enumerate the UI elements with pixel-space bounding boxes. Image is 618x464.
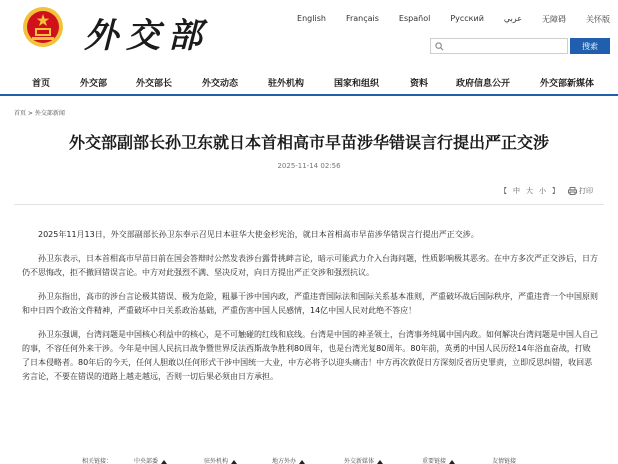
site-logo[interactable]: 外交部	[84, 16, 210, 56]
footer-link-missions[interactable]	[204, 456, 237, 464]
search-button[interactable]: 搜索	[570, 38, 610, 54]
bracket-close: 】	[552, 187, 559, 195]
article-paragraph: 孙卫东强调，台湾问题是中国核心利益中的核心，是不可触碰的红线和底线。台湾是中国的神圣领土，台湾事务纯属中国内政。如何解决台湾问题是中国人自己的事，不容任何外来干涉。今年是中国人民抗日战争暨世界反法西斯战争胜利80周年，也是台湾光复80周年。80年前，英勇的中国人民历经14年浴血奋战，打败了日本侵略者。80年后的今天，任何人胆敢以任何形式干涉中国统一大业，中方必将予以迎头痛击！中方再次敦促日方深刻反省历史罪责，立即反思纠错，收回恶劣言论，不要在错误的道路上越走越远，否则一切后果必须由日方承担。	[22, 330, 598, 381]
lang-english[interactable]: English	[297, 14, 326, 23]
accessibility-link[interactable]: 无障碍	[542, 15, 566, 24]
caret-up-icon	[449, 460, 455, 464]
publish-date: 2025-11-14 02:56	[277, 162, 341, 170]
care-mode-link[interactable]: 关怀版	[586, 15, 610, 24]
lang-french[interactable]: Français	[345, 14, 379, 23]
footer-link-label: 友情链接	[492, 458, 517, 464]
nav-missions-abroad[interactable]: 驻外机构	[268, 79, 305, 89]
footer-link-label: 地方外办	[272, 458, 297, 464]
footer-link-label: 驻外机构	[204, 458, 229, 464]
footer-link-central-ministries[interactable]	[134, 456, 167, 464]
nav-diplomatic-news[interactable]: 外交动态	[202, 79, 239, 89]
footer-link-local-offices[interactable]	[272, 456, 305, 464]
lang-spanish[interactable]: Español	[398, 14, 431, 23]
site-header	[0, 0, 618, 68]
print-label: 打印	[579, 187, 593, 195]
nav-information-disclosure[interactable]: 政府信息公开	[456, 79, 511, 89]
language-bar	[277, 14, 610, 25]
caret-up-icon	[161, 460, 167, 464]
breadcrumb[interactable]: 首页 > 外交部新闻	[14, 110, 65, 117]
caret-up-icon	[377, 460, 383, 464]
font-size-small[interactable]: 小	[539, 187, 546, 195]
lang-russian[interactable]: Русский	[450, 14, 484, 23]
font-size-large[interactable]: 大	[526, 187, 533, 195]
main-nav	[0, 68, 618, 96]
caret-up-icon	[299, 460, 305, 464]
search-icon	[435, 42, 444, 51]
print-icon	[568, 187, 577, 195]
article-paragraph: 孙卫东表示，日本首相高市早苗日前在国会答辩时公然发表涉台露骨挑衅言论，暗示可能武力介入台海问题，性质影响极其恶劣。在中方多次严正交涉后，日方仍不思悔改，拒不撤回错误言论。中方对此强烈不满、坚决反对，向日方提出严正交涉和强烈抗议。	[22, 254, 598, 277]
page-title: 外交部副部长孙卫东就日本首相高市早苗涉华错误言行提出严正交涉	[68, 133, 549, 152]
footer-link-friendly[interactable]	[492, 456, 516, 464]
search-box	[430, 38, 568, 54]
nav-new-media[interactable]: 外交部新媒体	[540, 79, 595, 89]
footer-link-label: 外交新媒体	[344, 458, 375, 464]
nav-minister[interactable]: 外交部长	[136, 79, 173, 89]
divider	[14, 204, 604, 205]
national-emblem-icon[interactable]	[22, 6, 64, 48]
search-input[interactable]	[431, 45, 567, 59]
print-button[interactable]	[568, 186, 593, 196]
footer-link-new-media[interactable]	[344, 456, 383, 464]
footer-label: 相关链接：	[82, 458, 113, 464]
font-size-controls	[500, 186, 559, 196]
bracket-open: 【	[500, 187, 507, 195]
nav-ministry[interactable]: 外交部	[80, 79, 108, 89]
article-paragraph: 孙卫东指出，高市的涉台言论极其错误、极为危险，粗暴干涉中国内政，严重违背国际法和国际关系基本准则，严重破坏战后国际秩序，严重违背一个中国原则和中日四个政治文件精神，严重破坏中日关系政治基础，严重伤害中国人民感情，14亿中国人民对此绝不答应！	[22, 292, 598, 315]
nav-home[interactable]: 首页	[32, 79, 51, 89]
article-paragraph: 2025年11月13日，外交部副部长孙卫东奉示召见日本驻华大使金杉宪治，就日本首相高市早苗涉华错误言行提出严正交涉。	[38, 230, 479, 239]
footer-link-important[interactable]	[422, 456, 455, 464]
nav-countries-organizations[interactable]: 国家和组织	[334, 79, 380, 89]
footer-link-label: 中央部委	[134, 458, 159, 464]
footer-links	[0, 452, 618, 464]
caret-up-icon	[231, 460, 237, 464]
article-body	[22, 228, 598, 394]
footer-link-label: 重要链接	[422, 458, 447, 464]
nav-resources[interactable]: 资料	[410, 79, 429, 89]
lang-arabic[interactable]: عربي	[503, 14, 522, 23]
font-size-medium[interactable]: 中	[513, 187, 520, 195]
